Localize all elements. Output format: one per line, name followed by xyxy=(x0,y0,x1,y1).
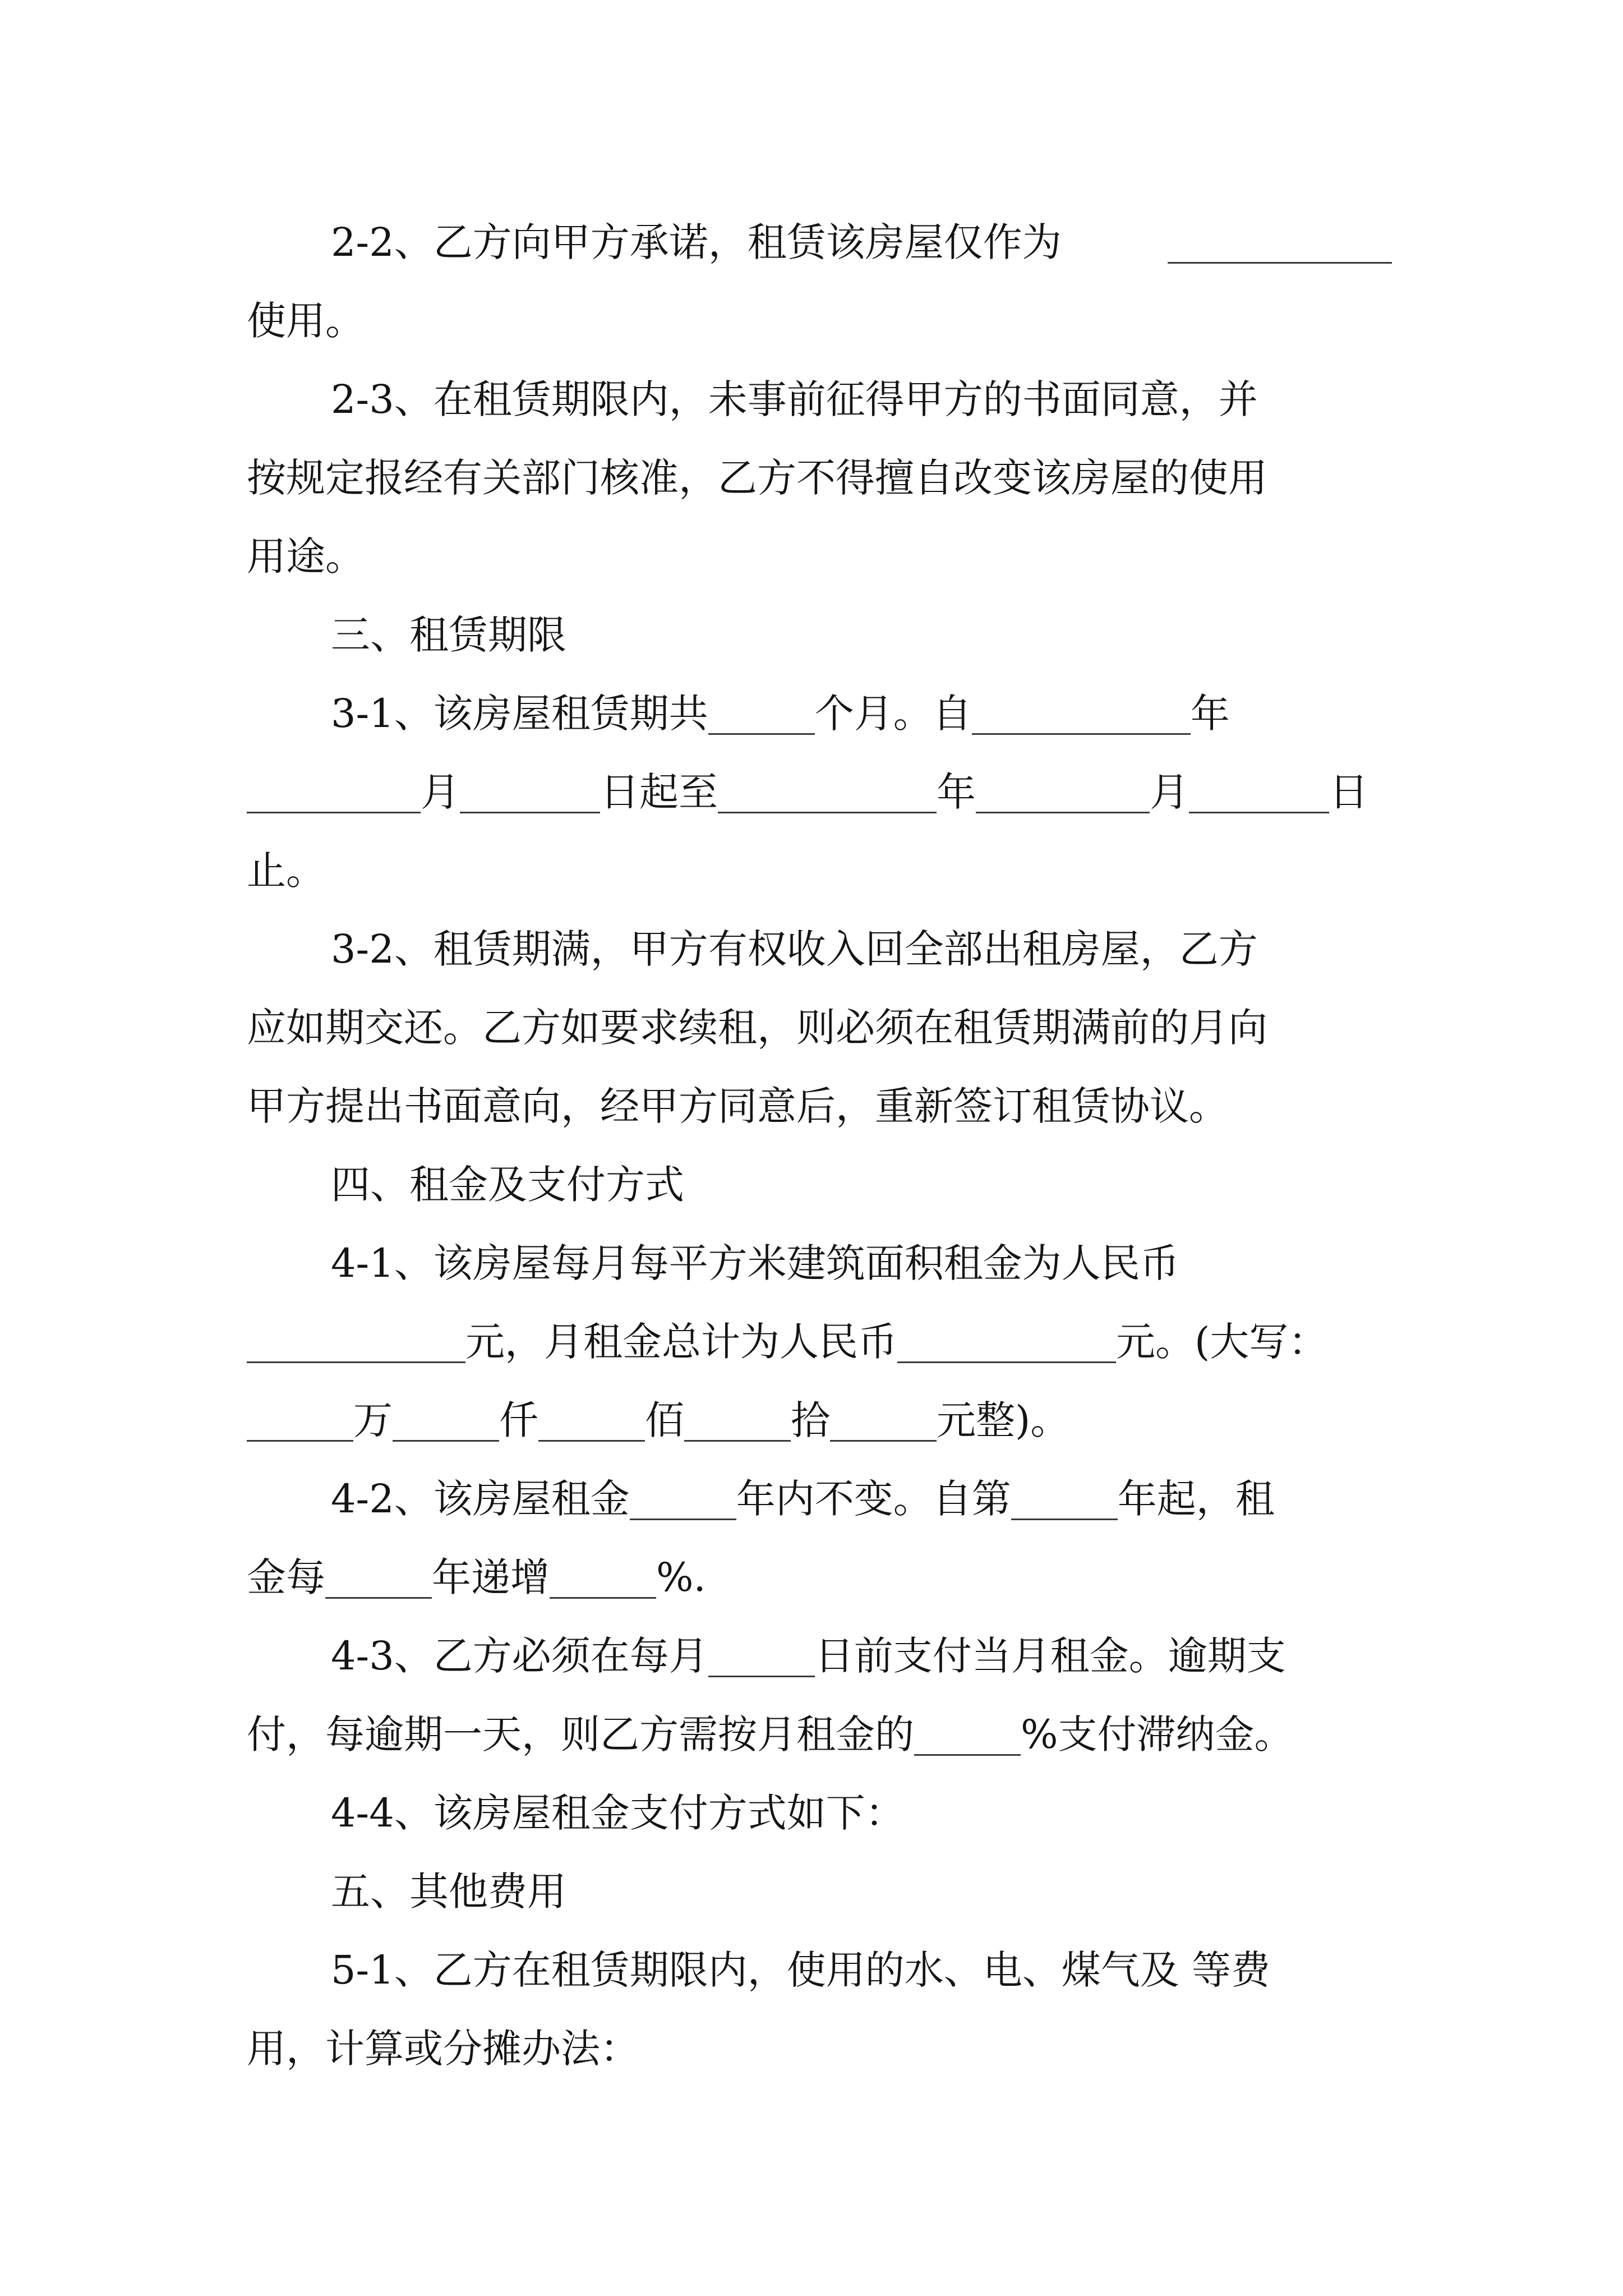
paragraph-3-2-line-1: 3-2、租赁期满，甲方有权收入回全部出租房屋，乙方 xyxy=(331,926,1258,972)
paragraph-2-2-line-1: 2-2、乙方向甲方承诺，租赁该房屋仅作为 xyxy=(331,219,1062,265)
blank-start-year xyxy=(972,668,1191,735)
paragraph-4-1-line-1: 4-1、该房屋每月每平方米建筑面积租金为人民币 xyxy=(331,1240,1179,1286)
blank-end-month xyxy=(976,746,1150,813)
blank-payment-day xyxy=(708,1610,815,1677)
blank-rent-fixed-years xyxy=(630,1453,736,1520)
blank-qian xyxy=(393,1374,499,1442)
paragraph-2-3-line-1: 2-3、在租赁期限内，未事前征得甲方的书面同意，并 xyxy=(331,376,1258,422)
blank-increase-percent xyxy=(550,1531,656,1599)
paragraph-4-1-line-3: 万 仟 佰 拾 元整)。 xyxy=(247,1387,1385,1454)
section-heading-5: 五、其他费用 xyxy=(331,1869,566,1915)
text-line xyxy=(247,366,1385,433)
paragraph-3-2-line-2: 应如期交还。乙方如要求续租，则必须在租赁期满前的月向 xyxy=(247,1005,1267,1051)
blank-end-year xyxy=(718,746,937,813)
section-heading-4: 四、租金及支付方式 xyxy=(331,1162,684,1208)
blank-lease-months xyxy=(708,668,815,735)
paragraph-5-1-line-1: 5-1、乙方在租赁期限内，使用的水、电、煤气及 等费 xyxy=(331,1947,1270,1993)
paragraph-2-3-line-2: 按规定报经有关部门核准，乙方不得擅自改变该房屋的使用 xyxy=(247,455,1267,501)
blank-usage-purpose xyxy=(1168,196,1392,264)
blank-increase-interval xyxy=(325,1531,432,1599)
paragraph-4-2-line-2: 金每 年递增 %. xyxy=(247,1544,1385,1611)
blank-shi xyxy=(684,1374,791,1442)
paragraph-3-1-line-1: 3-1、该房屋租赁期共 个月。自 年 xyxy=(247,680,1385,747)
paragraph-4-2-line-1: 4-2、该房屋租金 年内不变。自第 年起，租 xyxy=(247,1465,1385,1533)
blank-monthly-rent xyxy=(897,1296,1116,1363)
paragraph-2-2-line-2: 使用。 xyxy=(247,298,365,344)
text-line xyxy=(247,444,1385,512)
blank-increase-start-year xyxy=(1011,1453,1118,1520)
blank-wan xyxy=(247,1374,353,1442)
blank-late-fee-percent xyxy=(914,1688,1021,1756)
paragraph-4-3-line-1: 4-3、乙方必须在每月 日前支付当月租金。逾期支 xyxy=(247,1622,1385,1690)
paragraph-3-1-line-3: 止。 xyxy=(247,848,325,894)
paragraph-2-3-line-3: 用途。 xyxy=(247,533,365,579)
text-line xyxy=(247,523,1385,590)
paragraph-3-2-line-3: 甲方提出书面意向，经甲方同意后，重新签订租赁协议。 xyxy=(247,1083,1228,1129)
blank-end-day xyxy=(1189,746,1329,813)
blank-bai xyxy=(538,1374,645,1442)
paragraph-4-1-line-2: 元，月租金总计为人民币 元。(大写： xyxy=(247,1308,1385,1375)
blank-start-day xyxy=(460,746,600,813)
blank-start-month xyxy=(247,746,421,813)
text-line xyxy=(247,287,1385,355)
paragraph-4-3-line-2: 付，每逾期一天，则乙方需按月租金的 %支付滞纳金。 xyxy=(247,1701,1385,1768)
blank-rent-per-sqm xyxy=(247,1296,465,1363)
section-heading-3: 三、租赁期限 xyxy=(331,612,566,658)
paragraph-3-1-line-2: 月 日起至 年 月 日 xyxy=(247,758,1385,826)
paragraph-5-1-line-2: 用，计算或分摊办法： xyxy=(247,2026,639,2072)
blank-yuan xyxy=(830,1374,937,1442)
paragraph-4-4: 4-4、该房屋租金支付方式如下： xyxy=(331,1790,905,1836)
